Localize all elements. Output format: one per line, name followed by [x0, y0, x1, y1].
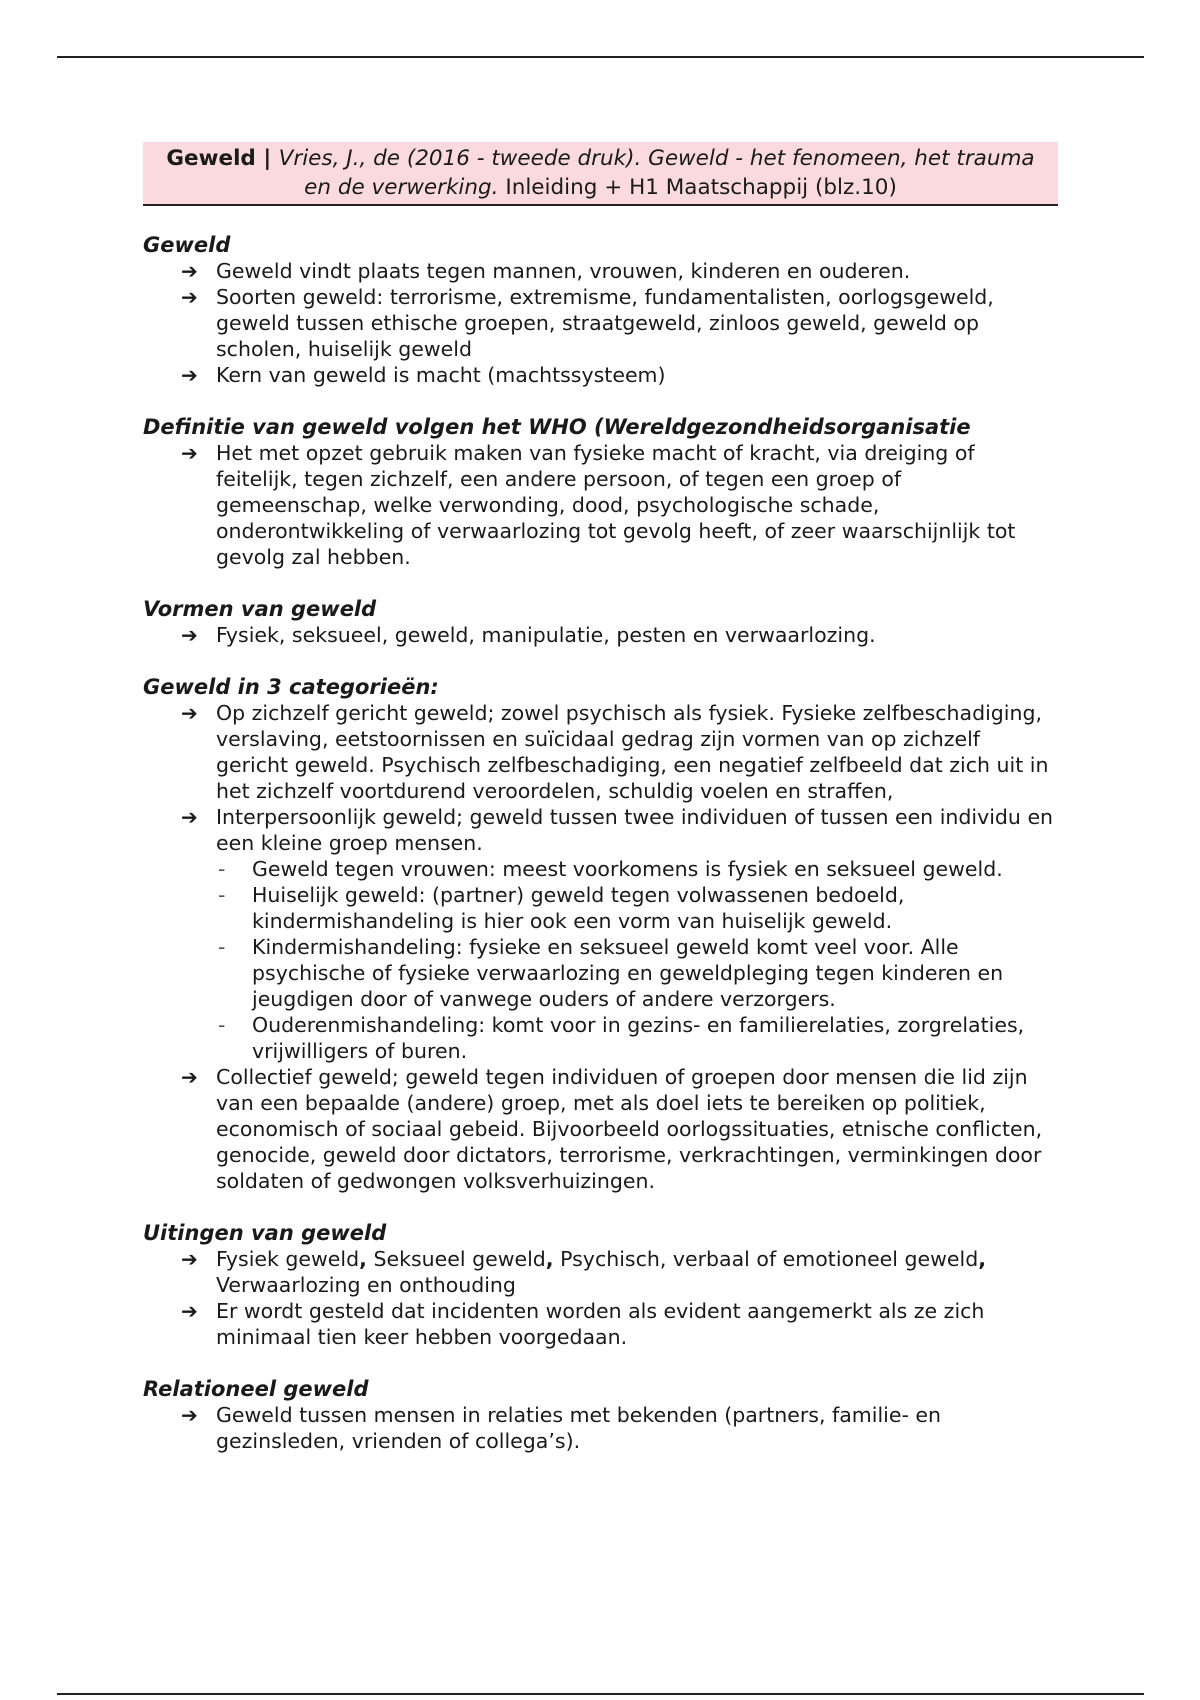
list-item — [143, 1064, 1058, 1194]
arrow-icon: ➔ — [181, 285, 198, 309]
arrow-icon: ➔ — [181, 623, 198, 647]
list-item — [143, 284, 1058, 362]
section-heading: Vormen van geweld — [143, 597, 377, 621]
arrow-icon: ➔ — [181, 1247, 198, 1271]
sub-list-item — [216, 934, 1058, 1012]
list-item — [143, 804, 1058, 1064]
arrow-icon: ➔ — [181, 363, 198, 387]
list-item-text: Geweld vindt plaats tegen mannen, vrouwen, kinderen en ouderen. — [216, 259, 911, 283]
uiting-text: Seksueel geweld — [373, 1247, 546, 1271]
title-bold: Geweld — [166, 146, 256, 171]
arrow-icon: ➔ — [181, 441, 198, 465]
sub-list-item-text: Kindermishandeling: fysieke en seksueel geweld komt veel voor. Alle psychische of fysieke verwaarlozing en geweldpleging tegen kinderen en jeugdigen door of vanwege ouders of andere verzorgers. — [252, 935, 1004, 1011]
list-item-text: Soorten geweld: terrorisme, extremisme, fundamentalisten, oorlogsgeweld, geweld tussen ethische groepen, straatgeweld, zinloos geweld, geweld op scholen, huiselijk geweld — [216, 285, 994, 361]
separator-comma: , — [978, 1247, 987, 1271]
bullet-list — [143, 622, 1058, 648]
uiting-text: Fysiek geweld — [216, 1247, 360, 1271]
dash-icon: - — [218, 1013, 226, 1037]
arrow-icon: ➔ — [181, 805, 198, 829]
sub-list-item-text: Huiselijk geweld: (partner) geweld tegen volwassenen bedoeld, kindermishandeling is hier ook een vorm van huiselijk geweld. — [252, 883, 905, 933]
bullet-list — [143, 440, 1058, 570]
arrow-icon: ➔ — [181, 1403, 198, 1427]
uiting-text: Psychisch, verbaal of emotioneel geweld — [560, 1247, 979, 1271]
section-heading: Geweld in 3 categorieën: — [143, 675, 439, 699]
sub-list-item — [216, 856, 1058, 882]
section-categorieen — [143, 674, 1058, 1194]
uiting-text: Verwaarlozing en onthouding — [216, 1273, 516, 1297]
bullet-list — [143, 1246, 1058, 1350]
list-item — [143, 1298, 1058, 1350]
sub-list — [216, 856, 1058, 1064]
bullet-list — [143, 700, 1058, 1194]
list-item-text: Geweld tussen mensen in relaties met bekenden (partners, familie- en gezinsleden, vrienden of collega’s). — [216, 1403, 941, 1453]
dash-icon: - — [218, 857, 226, 881]
separator-comma: , — [545, 1247, 554, 1271]
dash-icon: - — [218, 935, 226, 959]
list-item-text: Collectief geweld; geweld tegen individuen of groepen door mensen die lid zijn van een bepaalde (andere) groep, met als doel iets te bereiken op politiek, economisch of sociaal gebeid. Bijvoorbeeld oorlogssituaties, etnische conflicten, genocide, geweld door dictators, terrorisme, verkrachtingen, verminkingen door soldaten of gedwongen volksverhuizingen. — [216, 1065, 1043, 1193]
list-item-text: Interpersoonlijk geweld; geweld tussen twee individuen of tussen een individu en een kleine groep mensen. — [216, 805, 1054, 855]
separator-comma: , — [359, 1247, 367, 1271]
section-heading: Relationeel geweld — [143, 1377, 369, 1401]
sub-list-item-text: Geweld tegen vrouwen: meest voorkomens is fysiek en seksueel geweld. — [252, 857, 1003, 881]
list-item — [143, 700, 1058, 804]
list-item — [143, 440, 1058, 570]
arrow-icon: ➔ — [181, 1299, 198, 1323]
section-heading: Geweld — [143, 233, 231, 257]
arrow-icon: ➔ — [181, 1065, 198, 1089]
list-item-text: Fysiek, seksueel, geweld, manipulatie, pesten en verwaarlozing. — [216, 623, 876, 647]
section-relationeel — [143, 1376, 1058, 1454]
list-item-text: Kern van geweld is macht (machtssysteem) — [216, 363, 666, 387]
list-item-text: Het met opzet gebruik maken van fysieke macht of kracht, via dreiging of feitelijk, tegen zichzelf, een andere persoon, of tegen een groep of gemeenschap, welke verwonding, dood, psychologische schade, onderontwikkeling of verwaarlozing tot gevolg heeft, of zeer waarschijnlijk tot gevolg zal hebben. — [216, 441, 1016, 569]
arrow-icon: ➔ — [181, 701, 198, 725]
list-item-text: Op zichzelf gericht geweld; zowel psychisch als fysiek. Fysieke zelfbeschadiging, verslaving, eetstoornissen en suïcidaal gedrag zijn vormen van op zichzelf gericht geweld. Psychisch zelfbeschadiging, een negatief zelfbeeld dat zich uit in het zichzelf voortdurend veroordelen, schuldig voelen en straffen, — [216, 701, 1049, 803]
section-uitingen — [143, 1220, 1058, 1350]
section-geweld — [143, 232, 1058, 388]
title-separator: | — [255, 146, 279, 171]
sub-list-item — [216, 882, 1058, 934]
sub-list-item — [216, 1012, 1058, 1064]
section-definitie — [143, 414, 1058, 570]
list-item — [143, 622, 1058, 648]
section-heading: Definitie van geweld volgen het WHO (Wereldgezondheidsorganisatie — [143, 415, 971, 439]
dash-icon: - — [218, 883, 226, 907]
section-vormen — [143, 596, 1058, 648]
title-citation: Vries, J., de (2016 - tweede druk). Geweld - het fenomeen, het trauma en de verwerking. — [278, 146, 1035, 200]
list-item — [143, 1402, 1058, 1454]
list-item — [143, 362, 1058, 388]
sub-list-item-text: Ouderenmishandeling: komt voor in gezins- en familierelaties, zorgrelaties, vrijwilligers of buren. — [252, 1013, 1025, 1063]
footer-rule — [57, 1693, 1144, 1695]
title-chapter: Inleiding + H1 Maatschappij (blz.10) — [498, 175, 897, 200]
list-item — [143, 258, 1058, 284]
list-item-text: Er wordt gesteld dat incidenten worden als evident aangemerkt als ze zich minimaal tien keer hebben voorgedaan. — [216, 1299, 985, 1349]
arrow-icon: ➔ — [181, 259, 198, 283]
bullet-list — [143, 258, 1058, 388]
list-item — [143, 1246, 1058, 1298]
document-body — [143, 142, 1058, 1480]
header-rule — [57, 56, 1144, 58]
section-heading: Uitingen van geweld — [143, 1221, 387, 1245]
document-title — [143, 142, 1058, 206]
bullet-list — [143, 1402, 1058, 1454]
